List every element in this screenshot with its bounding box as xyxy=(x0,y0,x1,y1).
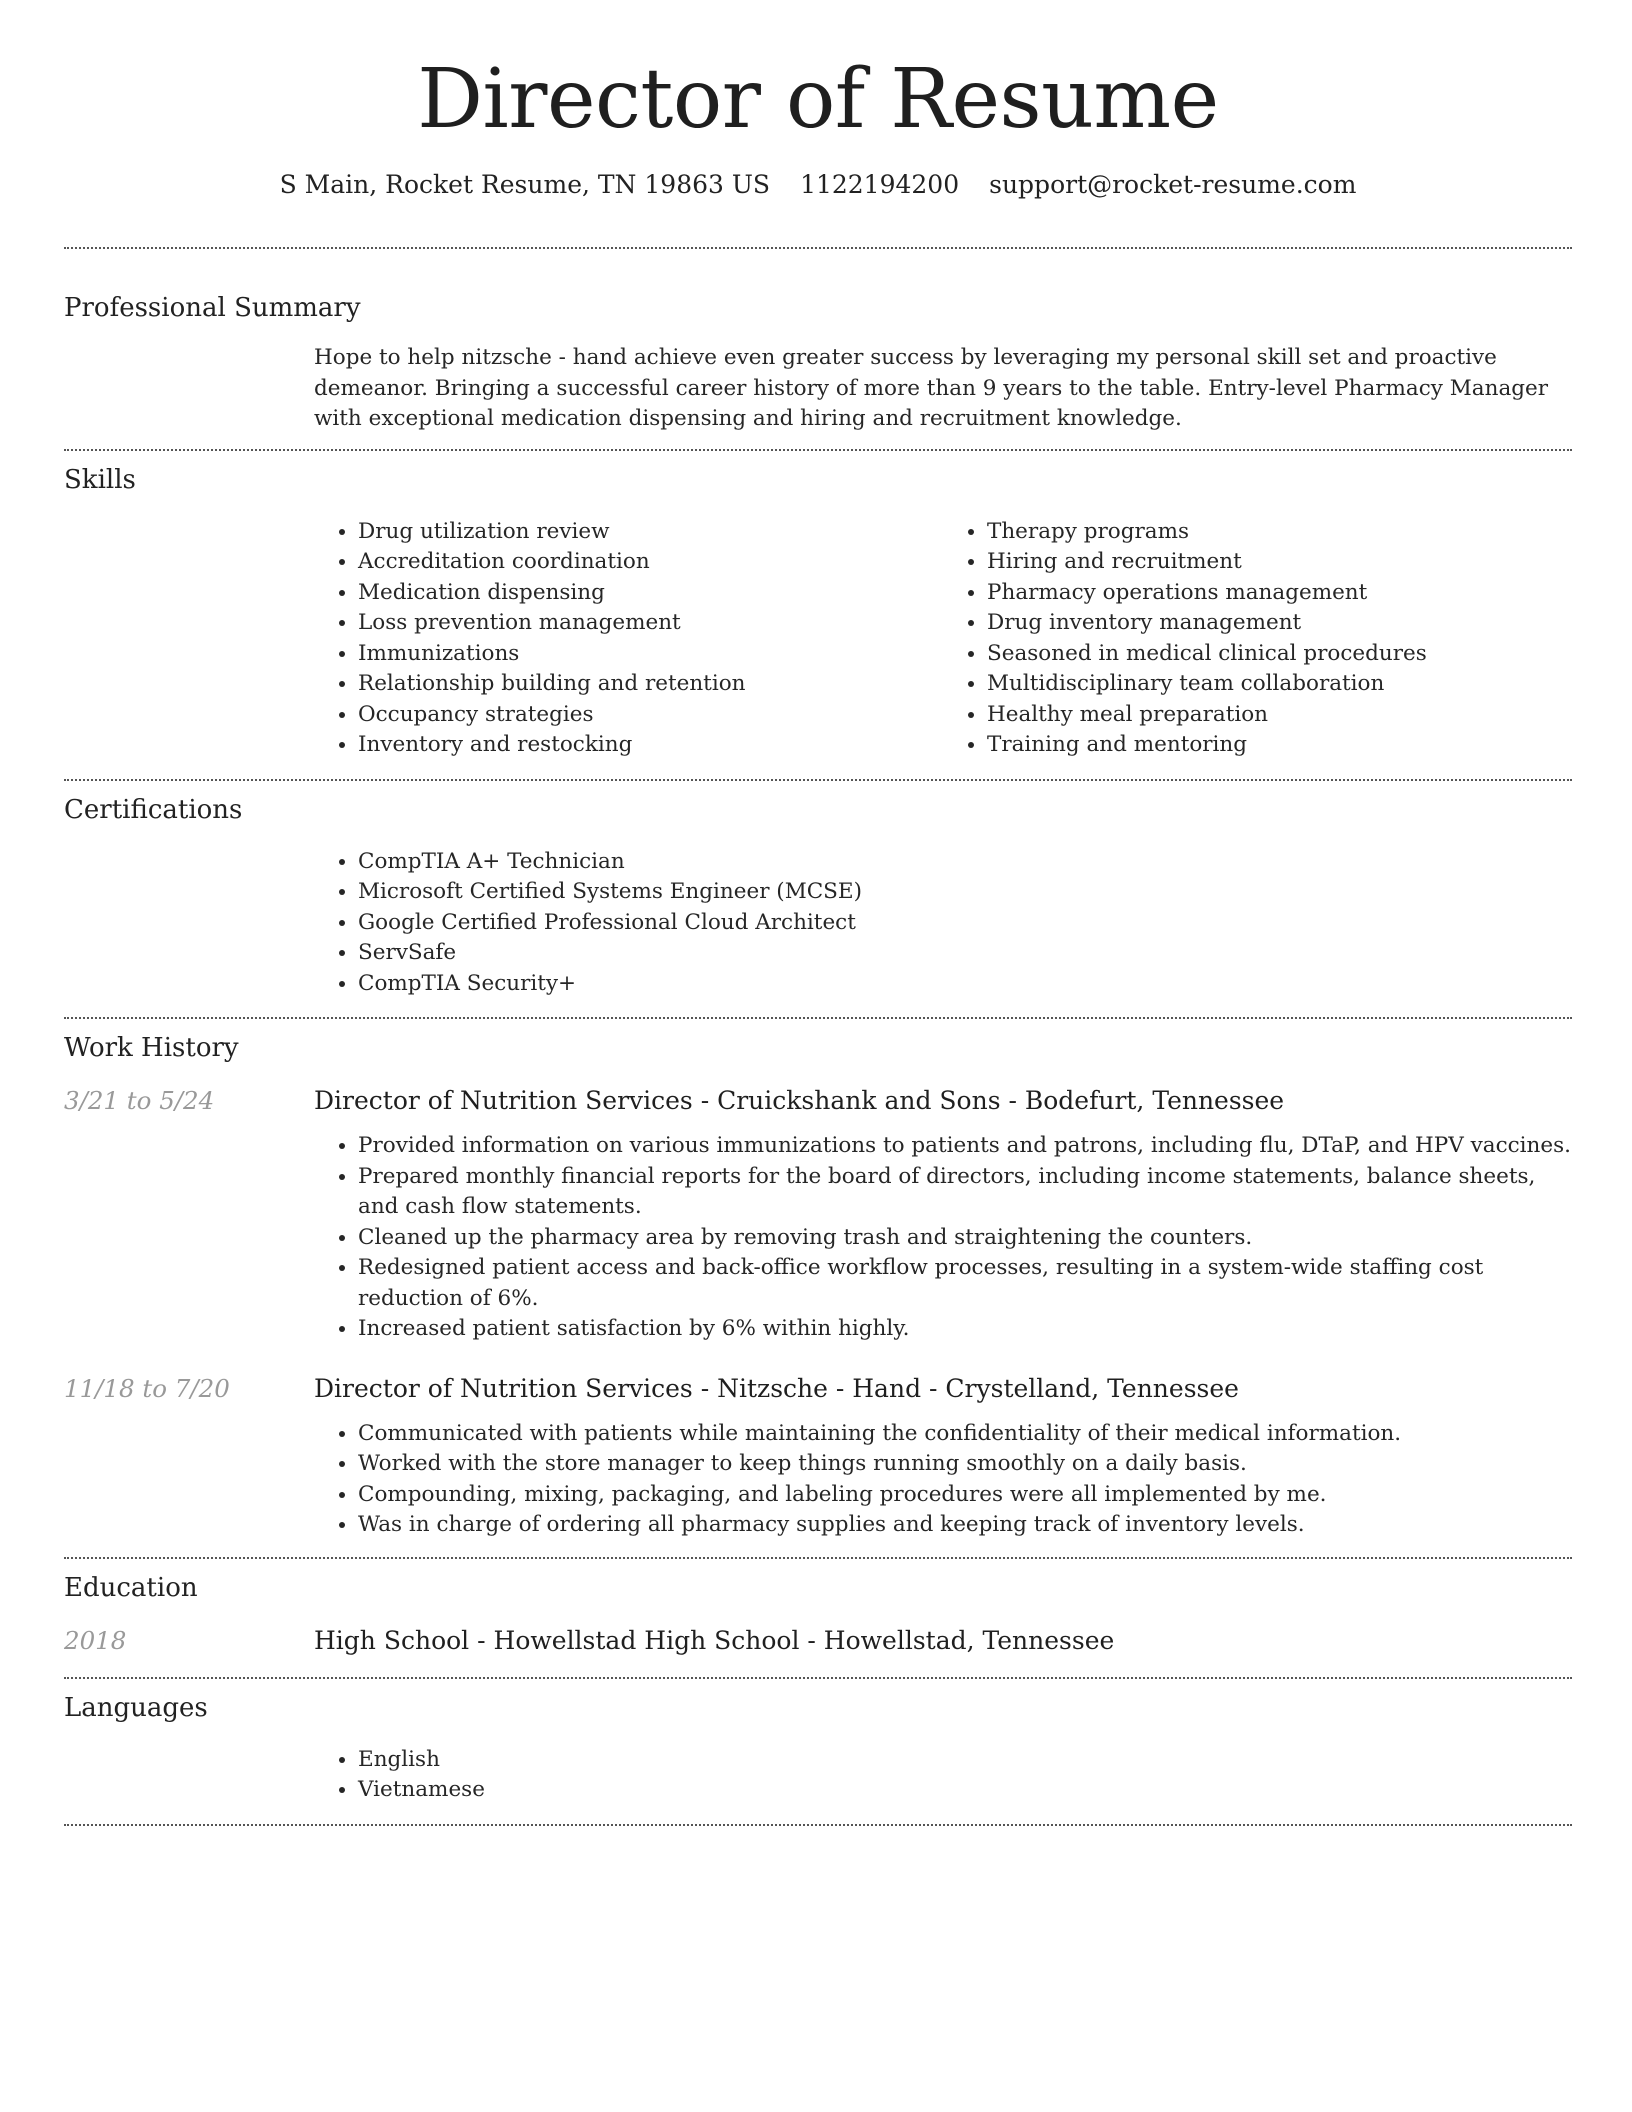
skills-list-left xyxy=(314,517,943,761)
work-history-title: Work History xyxy=(64,1033,239,1063)
contact-email: support@rocket-resume.com xyxy=(989,170,1357,199)
job-bullet: • Compounding, mixing, packaging, and labeling procedures were all implemented by me. xyxy=(358,1480,1572,1511)
skills-list-right xyxy=(943,517,1572,761)
language-item: • English xyxy=(358,1745,1572,1776)
languages-list xyxy=(314,1745,1572,1806)
skill-item: • Seasoned in medical clinical procedures xyxy=(987,639,1572,670)
languages-title: Languages xyxy=(64,1692,208,1723)
education-entry xyxy=(64,1625,1572,1657)
skill-item: • Loss prevention management xyxy=(358,608,943,639)
education-section xyxy=(64,1571,1572,1657)
section-divider xyxy=(64,449,1572,451)
skill-item: • Drug utilization review xyxy=(358,517,943,548)
certification-item: • Google Certified Professional Cloud Architect xyxy=(358,908,1572,939)
education-title: Education xyxy=(64,1572,198,1603)
certification-item: • Microsoft Certified Systems Engineer (MCSE) xyxy=(358,877,1572,908)
skill-item: • Therapy programs xyxy=(987,517,1572,548)
section-divider xyxy=(64,247,1572,249)
education-detail: High School - Howellstad High School - Howellstad, Tennessee xyxy=(314,1625,1115,1655)
job-dates: 3/21 to 5/24 xyxy=(64,1086,215,1115)
resume-name: Director of Resume xyxy=(417,52,1219,147)
section-divider xyxy=(64,779,1572,781)
job-bullet: • Was in charge of ordering all pharmacy supplies and keeping track of inventory levels. xyxy=(358,1510,1572,1541)
skills-section xyxy=(64,463,1572,761)
resume-page xyxy=(64,0,1572,1826)
contact-phone: 1122194200 xyxy=(800,170,960,199)
certifications-list xyxy=(314,847,1572,1000)
certification-item: • CompTIA Security+ xyxy=(358,969,1572,1000)
job-bullet: • Communicated with patients while maintaining the confidentiality of their medical information. xyxy=(358,1419,1572,1450)
certification-item: • CompTIA A+ Technician xyxy=(358,847,1572,878)
skill-item: • Hiring and recruitment xyxy=(987,547,1572,578)
contact-line xyxy=(64,168,1572,202)
job-bullets xyxy=(314,1419,1572,1541)
job-entry xyxy=(64,1085,1572,1345)
job-title: Director of Nutrition Services - Nitzsche - Hand - Crystelland, Tennessee xyxy=(314,1373,1239,1403)
skill-item: • Training and mentoring xyxy=(987,730,1572,761)
skill-item: • Occupancy strategies xyxy=(358,700,943,731)
education-year: 2018 xyxy=(64,1625,127,1655)
language-item: • Vietnamese xyxy=(358,1775,1572,1806)
job-dates: 11/18 to 7/20 xyxy=(64,1373,230,1403)
job-bullet: • Prepared monthly financial reports for the board of directors, including income statements, balance sheets, and cash flow statements. xyxy=(358,1162,1572,1223)
section-divider xyxy=(64,1017,1572,1019)
certifications-section xyxy=(64,793,1572,1000)
summary-section xyxy=(64,291,1572,435)
skill-item: • Healthy meal preparation xyxy=(987,700,1572,731)
section-divider xyxy=(64,1677,1572,1679)
skill-item: • Immunizations xyxy=(358,639,943,670)
certification-item: • ServSafe xyxy=(358,938,1572,969)
languages-section xyxy=(64,1691,1572,1806)
job-bullets xyxy=(314,1131,1572,1345)
job-title: Director of Nutrition Services - Cruickshank and Sons - Bodefurt, Tennessee xyxy=(314,1086,1285,1115)
summary-text: Hope to help nitzsche - hand achieve even greater success by leveraging my personal skill set and proactive demeanor. Bringing a successful career history of more than 9 years to the table. Entry-level Pharmacy Manager with exceptional medication dispensing and hiring and recruitment knowledge. xyxy=(314,345,1549,431)
section-divider xyxy=(64,1824,1572,1826)
summary-title: Professional Summary xyxy=(64,293,361,323)
skill-item: • Pharmacy operations management xyxy=(987,578,1572,609)
skill-item: • Medication dispensing xyxy=(358,578,943,609)
job-bullet: • Worked with the store manager to keep things running smoothly on a daily basis. xyxy=(358,1449,1572,1480)
skill-item: • Inventory and restocking xyxy=(358,730,943,761)
job-bullet: • Cleaned up the pharmacy area by removing trash and straightening the counters. xyxy=(358,1223,1572,1254)
certifications-title: Certifications xyxy=(64,794,243,825)
skill-item: • Accreditation coordination xyxy=(358,547,943,578)
job-entry xyxy=(64,1373,1572,1541)
job-bullet: • Provided information on various immunizations to patients and patrons, including flu, DTaP, and HPV vaccines. xyxy=(358,1131,1572,1162)
job-bullet: • Redesigned patient access and back-office workflow processes, resulting in a system-wide staffing cost reduction of 6%. xyxy=(358,1253,1572,1314)
skill-item: • Relationship building and retention xyxy=(358,669,943,700)
job-bullet: • Increased patient satisfaction by 6% within highly. xyxy=(358,1314,1572,1345)
skill-item: • Drug inventory management xyxy=(987,608,1572,639)
skill-item: • Multidisciplinary team collaboration xyxy=(987,669,1572,700)
skills-title: Skills xyxy=(64,464,136,495)
contact-address: S Main, Rocket Resume, TN 19863 US xyxy=(279,170,771,199)
work-history-section xyxy=(64,1031,1572,1541)
section-divider xyxy=(64,1557,1572,1559)
